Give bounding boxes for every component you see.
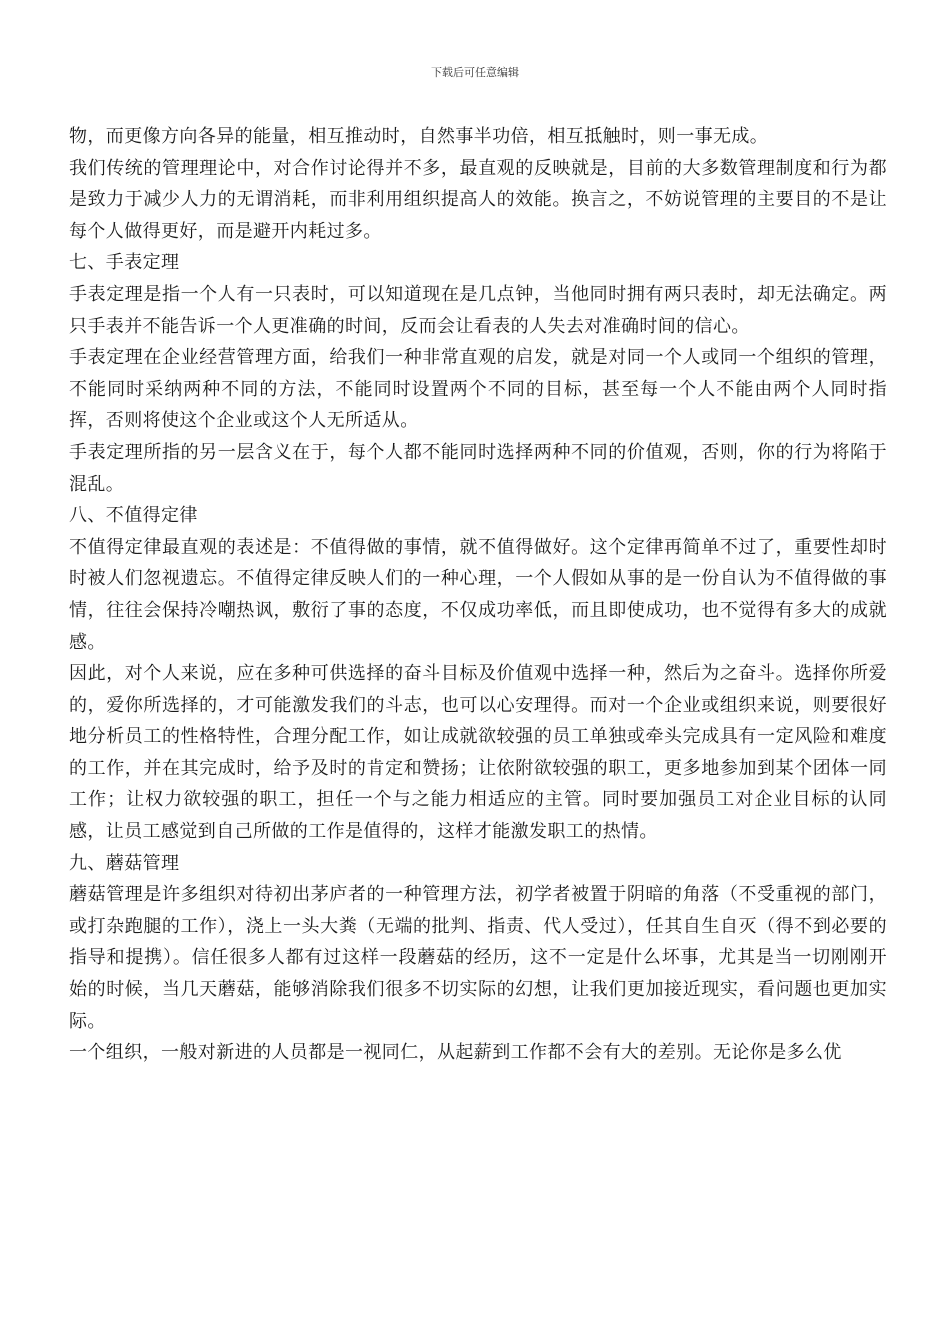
paragraph: 因此，对个人来说，应在多种可供选择的奋斗目标及价值观中选择一种，然后为之奋斗。选择你所爱的，爱你所选择的，才可能激发我们的斗志，也可以心安理得。而对一个企业或组织来说，则要很好地分析员工的性格特性，合理分配工作，如让成就欲较强的员工单独或牵头完成具有一定风险和难度的工作，并在其完成时，给予及时的肯定和赞扬；让依附欲较强的职工，更多地参加到某个团体一同工作；让权力欲较强的职工，担任一个与之能力相适应的主管。同时要加强员工对企业目标的认同感，让员工感觉到自己所做的工作是值得的，这样才能激发职工的热情。 [69, 663, 887, 843]
section-heading: 九、蘑菇管理 [69, 852, 180, 874]
paragraph: 蘑菇管理是许多组织对待初出茅庐者的一种管理方法，初学者被置于阴暗的角落（不受重视的部门，或打杂跑腿的工作），浇上一头大粪（无端的批判、指责、代人受过），任其自生自灭（得不到必要的指导和提携）。信任很多人都有过这样一段蘑菇的经历，这不一定是什么坏事，尤其是当一切刚刚开始的时候，当几天蘑菇，能够消除我们很多不切实际的幻想，让我们更加接近现实，看问题也更加实际。 [69, 884, 887, 1032]
paragraph: 手表定理所指的另一层含义在于，每个人都不能同时选择两种不同的价值观，否则，你的行为将陷于混乱。 [69, 441, 887, 495]
paragraph: 手表定理在企业经营管理方面，给我们一种非常直观的启发，就是对同一个人或同一个组织的管理，不能同时采纳两种不同的方法，不能同时设置两个不同的目标，甚至每一个人不能由两个人同时指挥，否则将使这个企业或这个人无所适从。 [69, 347, 887, 432]
section-heading: 八、不值得定律 [69, 505, 198, 527]
page-header: 下载后可任意编辑 [431, 66, 519, 79]
paragraph: 手表定理是指一个人有一只表时，可以知道现在是几点钟，当他同时拥有两只表时，却无法确定。两只手表并不能告诉一个人更准确的时间，反而会让看表的人失去对准确时间的信心。 [69, 283, 887, 337]
document-body [69, 121, 887, 1069]
paragraph: 物，而更像方向各异的能量，相互推动时，自然事半功倍，相互抵触时，则一事无成。 [69, 126, 769, 147]
paragraph: 我们传统的管理理论中，对合作讨论得并不多，最直观的反映就是，目前的大多数管理制度和行为都是致力于减少人力的无谓消耗，而非利用组织提高人的效能。换言之，不妨说管理的主要目的不是让每个人做得更好，而是避开内耗过多。 [69, 157, 887, 242]
section-heading: 七、手表定理 [69, 252, 180, 274]
paragraph: 不值得定律最直观的表述是：不值得做的事情，就不值得做好。这个定律再简单不过了，重要性却时时被人们忽视遗忘。不值得定律反映人们的一种心理，一个人假如从事的是一份自认为不值得做的事情，往往会保持冷嘲热讽，敷衍了事的态度，不仅成功率低，而且即使成功，也不觉得有多大的成就感。 [69, 536, 887, 653]
paragraph: 一个组织，一般对新进的人员都是一视同仁，从起薪到工作都不会有大的差别。无论你是多么优 [69, 1042, 842, 1064]
